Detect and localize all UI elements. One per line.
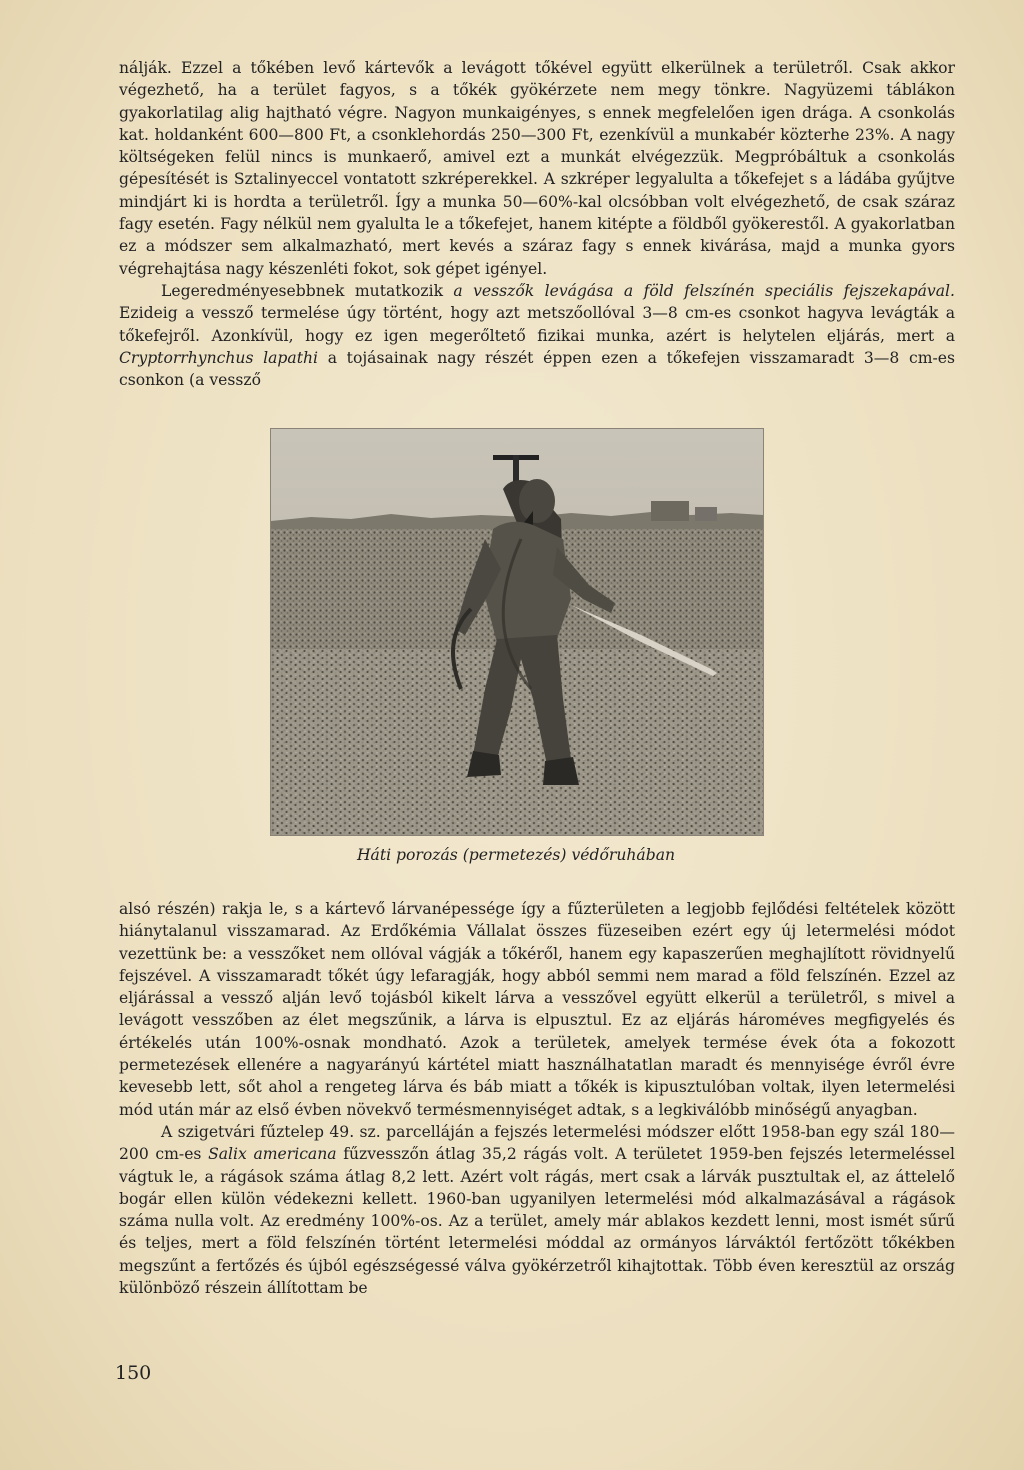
page-number: 150 xyxy=(115,1362,152,1384)
paragraph-2-emphasis: a vesszők levágása a föld felszínén speciális fejszekapával. xyxy=(453,281,955,300)
species-name: Cryptorrhynchus lapathi xyxy=(119,348,319,367)
paragraph-2-part-a: Legeredményesebbnek mutatkozik xyxy=(161,281,454,300)
paragraph-4-part-c: fűzvesszőn átlag 35,2 rágás volt. A területet 1959-ben fejszés letermeléssel vágtuk le, a rágások száma átlag 8,2 lett. Azért volt rágás, mert csak a lárvák pusztultak el, az áttelelő bogár ellen külön védekezni kellett. 1960-ban ugyanilyen letermelési mód alkalmazásával a rágások száma nulla volt. Az eredmény 100%-os. Az a terület, amely már ablakos kezdett lenni, most ismét sűrű és teljes, mert a föld felszínén történt letermelési móddal az ormányos lárváktól fertőzött tőkékben megszűnt a fertőzés és újból egészségessé válva gyökérzetről kihajtottak. Több éven keresztül az ország különböző részein állítottam be xyxy=(119,1145,955,1298)
photo-worker-spraying xyxy=(271,429,763,835)
paragraph-4-part-a: A szigetvári fűztelep 49. sz. parcelláján a fejszés letermelési módszer előtt 1958-ban egy szál 180—200 cm-es xyxy=(119,1122,955,1164)
species-name-salix: Salix americana xyxy=(208,1145,337,1164)
paragraph-4 xyxy=(119,1121,955,1299)
text-block-top xyxy=(119,57,955,391)
paragraph-2 xyxy=(119,280,955,391)
paragraph-1: nálják. Ezzel a tőkében levő kártevők a levágott tőkével együtt elkerülnek a területről. Csak akkor végezhető, ha a terület fagyos, s a tőkék gyökérzete nem megy tönkre. Nagyüzemi táblákon gyakorlatilag alig hajtható végre. Nagyon munkaigényes, s ennek megfelelően igen drága. A csonkolás kat. holdanként 600—800 Ft, a csonklehordás 250—300 Ft, ezenkívül a munkabér közterhe 23%. A nagy költségeken felül nincs is munkaerő, amivel ezt a munkát elvégezzük. Megpróbáltuk a csonkolás gépesítését is Sztalinyeccel vontatott szkréperekkel. A szkréper legyalulta a tőkefejet s a ládába gyűjtve mindjárt ki is hordta a területről. Így a munka 50—60%-kal olcsóbban volt elvégezhető, de csak száraz fagy esetén. Fagy nélkül nem gyalulta le a tőkefejet, hanem kitépte a földből gyökerestől. A gyakorlatban ez a módszer sem alkalmazható, mert kevés a száraz fagy s ennek kivárása, majd a munka gyors végrehajtása nagy készenléti fokot, sok gépet igényel. xyxy=(119,59,955,278)
text-block-bottom xyxy=(119,898,955,1299)
paragraph-3: alsó részén) rakja le, s a kártevő lárvanépessége így a fűzterületen a legjobb fejlődési feltételek között hiánytalanul visszamarad. Az Erdőkémia Vállalat összes füzeseiben ezért egy új letermelési módot vezettünk be: a vesszőket nem ollóval vágják a tőkéről, hanem egy kapaszerűen meghajlított rövidnyelű fejszével. A visszamaradt tőkét úgy lefaragják, hogy abból semmi nem marad a föld felszínén. Ezzel az eljárással a vessző alján levő tojásból kikelt lárva a vesszővel együtt elkerül a területről, s mivel a levágott vesszőben az élet megszűnik, a lárva is elpusztul. Ez az eljárás hároméves megfigyelés és értékelés után 100%-osnak mondható. Azok a területek, amelyek termése évek óta a fokozott permetezések ellenére a nagyarányú kártétel miatt használhatatlan maradt és mennyisége évről évre kevesebb lett, sőt ahol a rengeteg lárva és báb miatt a tőkék is kipusztulóban voltak, ilyen letermelési mód után már az első évben növekvő termésmennyiséget adtak, s a legkiválóbb minőségű anyagban. xyxy=(119,900,955,1119)
paragraph-2-part-c: Ezideig a vessző termelése úgy történt, hogy azt metszőollóval 3—8 cm-es csonkot hagyva levágták a tőkefejről. Azonkívül, hogy ez igen megerőltető fizikai munka, azért is helytelen eljárás, mert a xyxy=(119,304,955,345)
paragraph-2-part-e: a tojásainak nagy részét éppen ezen a tőkefejen visszamaradt 3—8 cm-es csonkon (a vessző xyxy=(119,348,956,390)
figure-caption: Háti porozás (permetezés) védőruhában xyxy=(356,846,676,864)
photo-figure xyxy=(270,428,764,836)
